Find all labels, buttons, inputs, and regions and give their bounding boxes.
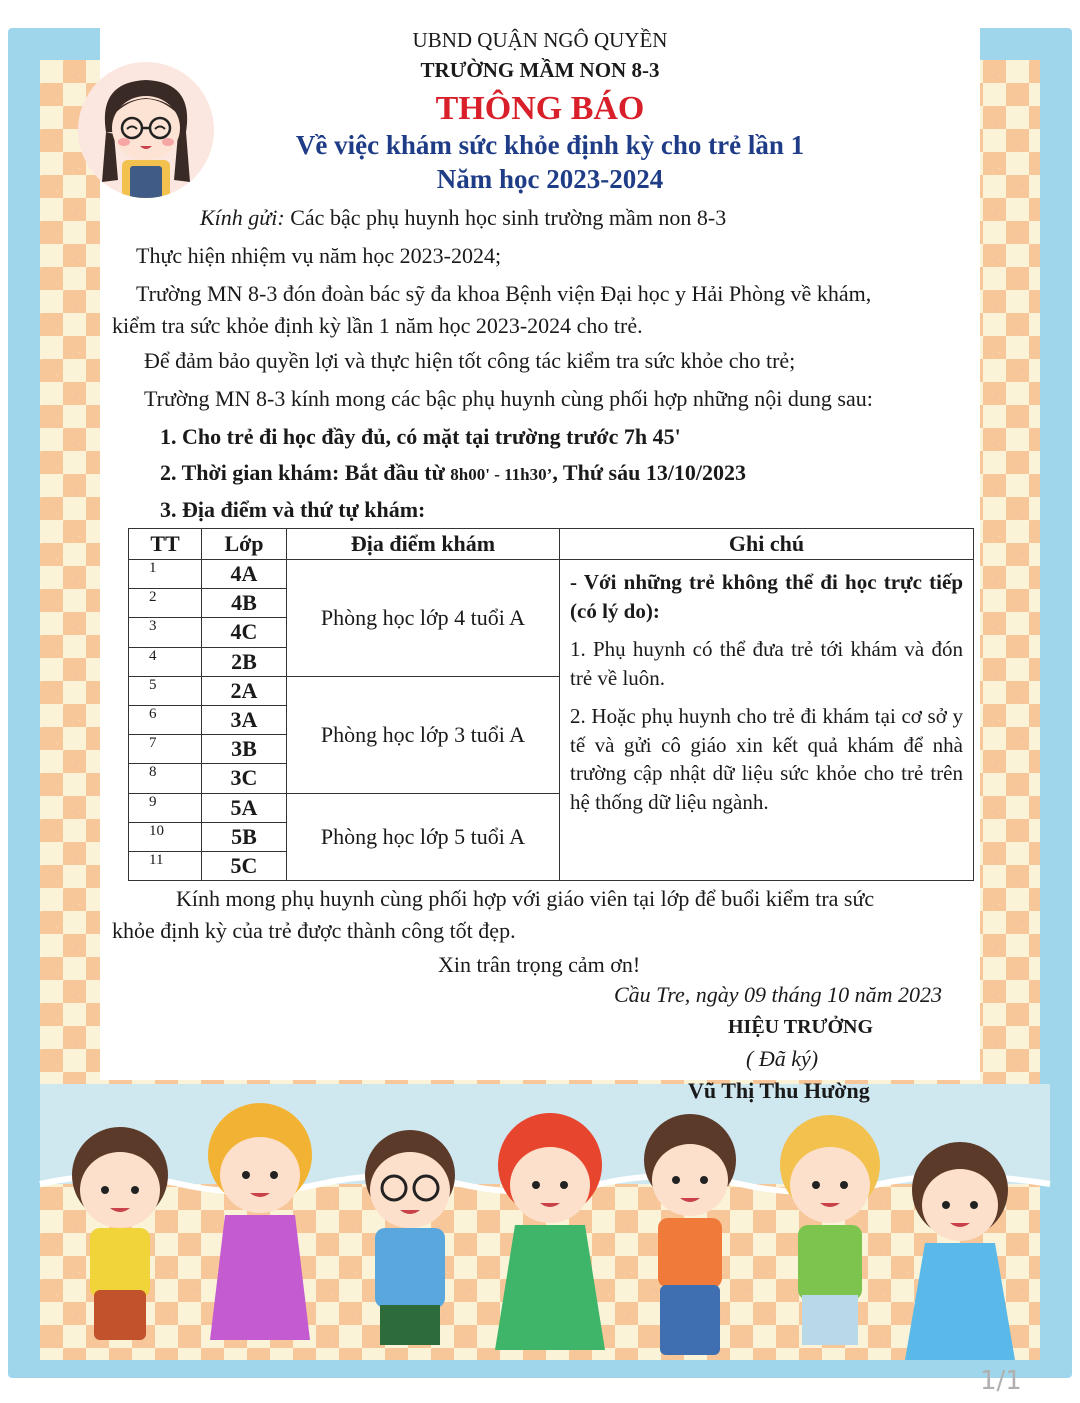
item-2-time: 8h00' - 11h30’ [450,465,553,484]
paragraph-1: Thực hiện nhiệm vụ năm học 2023-2024; [136,243,502,268]
date-line: Cầu Tre, ngày 09 tháng 10 năm 2023 [614,982,942,1007]
page-indicator: 1/1 [980,1366,1022,1396]
row-index: 1 [129,560,202,589]
signer-name: Vũ Thị Thu Hường [688,1078,870,1103]
paragraph-2b: kiểm tra sức khỏe định kỳ lần 1 năm học 2023-2024 cho trẻ. [112,313,643,338]
closing-1: Kính mong phụ huynh cùng phối hợp với giáo viên tại lớp để buổi kiểm tra sức [176,886,875,911]
notice-subtitle: Về việc khám sức khỏe định kỳ cho trẻ lần 1 [295,130,805,160]
greeting [200,205,726,231]
table-row [129,560,974,589]
row-class: 3A [202,705,287,734]
note-cell [560,560,974,881]
notice-title: THÔNG BÁO [435,90,645,127]
row-class: 2B [202,647,287,676]
signer-role: HIỆU TRƯỞNG [728,1016,874,1038]
row-class: 4C [202,618,287,647]
row-index: 5 [129,676,202,705]
row-index: 8 [129,764,202,793]
row-class: 4A [202,560,287,589]
row-class: 4B [202,589,287,618]
note-head: - Với những trẻ không thể đi học trực tiếp (có lý do): [570,570,963,623]
greeting-text: Các bậc phụ huynh học sinh trường mầm non 8-3 [290,205,727,230]
col-location: Địa điểm khám [287,529,560,560]
item-2-date: , Thứ sáu 13/10/2023 [552,460,747,485]
location-cell: Phòng học lớp 4 tuổi A [287,560,560,677]
col-tt: TT [129,529,202,560]
paragraph-4: Trường MN 8-3 kính mong các bậc phụ huynh cùng phối hợp những nội dung sau: [144,386,873,411]
row-index: 11 [129,851,202,880]
row-index: 6 [129,705,202,734]
paragraph-2a: Trường MN 8-3 đón đoàn bác sỹ đa khoa Bệnh viện Đại học y Hải Phòng về khám, [136,281,872,306]
location-cell: Phòng học lớp 3 tuổi A [287,676,560,793]
schedule-table [128,528,974,881]
note-2: 2. Hoặc phụ huynh cho trẻ đi khám tại cơ sở y tế và gửi cô giáo xin kết quả khám để nhà trường cập nhật dữ liệu sức khỏe cho trẻ trên hệ thống dữ liệu ngành. [570,704,963,814]
row-class: 5A [202,793,287,822]
children-illustration-icon [10,1080,1072,1380]
col-note: Ghi chú [560,529,974,560]
item-2 [160,460,746,486]
item-1: 1. Cho trẻ đi học đầy đủ, có mặt tại trường trước 7h 45' [160,424,681,449]
row-index: 2 [129,589,202,618]
row-index: 3 [129,618,202,647]
row-class: 3C [202,764,287,793]
closing-2: khỏe định kỳ của trẻ được thành công tốt đẹp. [112,918,516,943]
row-class: 5C [202,851,287,880]
item-3: 3. Địa điểm và thứ tự khám: [160,497,426,522]
row-index: 10 [129,822,202,851]
note-1: 1. Phụ huynh có thể đưa trẻ tới khám và đón trẻ về luôn. [570,637,963,690]
school-name: TRƯỜNG MẦM NON 8-3 [420,58,660,82]
school-year: Năm học 2023-2024 [436,164,664,194]
item-2-label: 2. Thời gian khám: Bắt đầu từ [160,460,445,485]
row-index: 7 [129,735,202,764]
table-header-row [129,529,974,560]
paragraph-3: Để đảm bảo quyền lợi và thực hiện tốt công tác kiểm tra sức khỏe cho trẻ; [144,348,796,373]
location-cell: Phòng học lớp 5 tuổi A [287,793,560,881]
row-class: 5B [202,822,287,851]
row-class: 3B [202,735,287,764]
greeting-label: Kính gửi: [200,205,285,230]
org-name: UBND QUẬN NGÔ QUYỀN [412,28,668,52]
thanks-line: Xin trân trọng cảm ơn! [438,952,641,977]
row-class: 2A [202,676,287,705]
signed-mark: ( Đã ký) [746,1046,819,1071]
col-lop: Lớp [202,529,287,560]
row-index: 4 [129,647,202,676]
row-index: 9 [129,793,202,822]
